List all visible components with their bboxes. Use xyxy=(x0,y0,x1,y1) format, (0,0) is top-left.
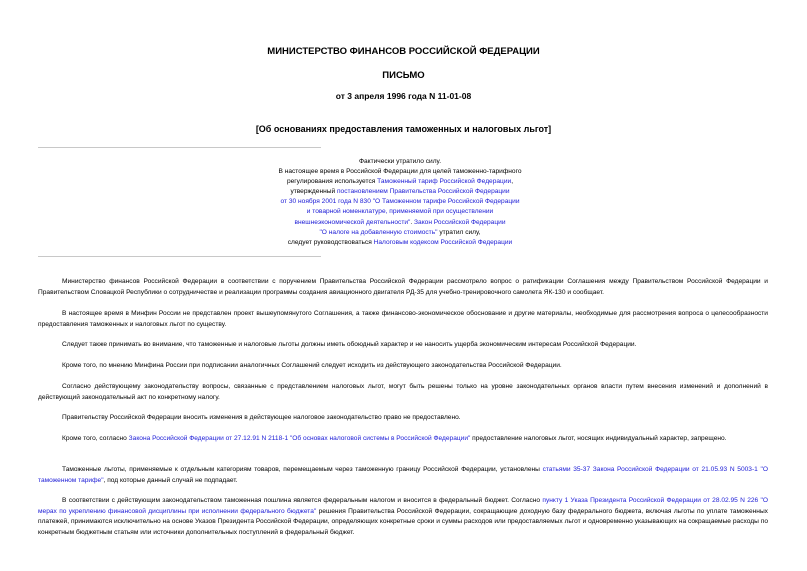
link-decree-830[interactable]: от 30 ноября 2001 года N 830 "О Таможенном тарифе Российской Федерации xyxy=(280,198,520,206)
paragraph-9: В соответствии с действующим законодательством таможенная пошлина является федеральным налогом и вносится в федеральный бюджет. Согласно пункту 1 Указа Президента Российской Федерации от 28.02.95 N 226 "О мерах по укреплению финансовой дисциплины при исполнении федерального бюджета" решения Правительства Российской Федерации, сокращающие доходную базу федерального бюджета, включая льготы по уплате таможенных платежей, принимаются исключительно на основе Указов Президента Российской Федерации, определяющих конкретные сроки и суммы расходов или предоставляемых льгот и одновременно указывающих на сокращаемые расходы по конкретным бюджетным статьям или источники дополнительных поступлений в федеральный бюджет. xyxy=(38,497,769,536)
link-tax-code[interactable]: Налоговым кодексом Российской Федерации xyxy=(373,238,513,246)
link-tax-system-law[interactable]: Закона Российской Федерации от 27.12.91 N 2118-1 "Об основах налоговой системы в Российской Федерации" xyxy=(128,435,471,442)
document-date-number: от 3 апреля 1996 года N 11-01-08 xyxy=(335,91,472,101)
ministry-title: МИНИСТЕРСТВО ФИНАНСОВ РОССИЙСКОЙ ФЕДЕРАЦИИ xyxy=(267,46,540,57)
link-decree-830-end[interactable]: внешнеэкономической деятельности" xyxy=(294,218,411,226)
paragraph-6: Правительству Российской Федерации вносить изменения в действующее налоговое законодательство право не предоставлено. xyxy=(62,414,461,421)
link-decree-830-cont[interactable]: и товарной номенклатуре, применяемой при осуществлении xyxy=(306,208,494,216)
status-note-line xyxy=(200,197,600,207)
document-subject: [Об основаниях предоставления таможенных и налоговых льгот] xyxy=(255,124,552,134)
status-note-line: регулирования используется Таможенный тариф Российской Федерации, xyxy=(286,178,514,186)
link-vat-law[interactable]: "О налоге на добавленную стоимость" xyxy=(319,228,438,236)
status-note-line: внешнеэкономической деятельности". Закон Российской Федерации xyxy=(294,218,506,226)
status-note-line: следует руководствоваться Налоговым кодексом Российской Федерации xyxy=(287,238,513,246)
paragraph-1: Министерство финансов Российской Федерации в соответствии с поручением Правительства Российской Федерации рассмотрело вопрос о ратификации Соглашения между Правительством Российской Федерации и Правительством Словацкой Республики о сотрудничестве и реализации программы создания авиационного двигателя РД-35 для учебно-тренировочного самолета ЯК-130 и сообщает. xyxy=(38,278,768,296)
paragraph-3: Следует также принимать во внимание, что таможенные и налоговые льготы должны иметь обоюдный характер и не наносить ущерба экономическим интересам Российской Федерации. xyxy=(62,341,637,348)
paragraph-5: Согласно действующему законодательству вопросы, связанные с представлением налоговых льгот, могут быть решены только на уровне законодательных органов власти путем внесения изменений и дополнений в действующий законодательный акт по конкретному налогу. xyxy=(38,383,768,401)
link-customs-tariff[interactable]: Таможенный тариф Российской Федерации xyxy=(377,178,512,186)
document-type: ПИСЬМО xyxy=(382,70,425,81)
status-note-line: В настоящее время в Российской Федерации для целей таможенно-тарифного xyxy=(278,168,522,176)
link-customs-tariff-law[interactable]: статьями 35-37 Закона Российской Федерации от 21.05.93 N 5003-1 "О таможенном тарифе" xyxy=(38,466,768,484)
paragraph-2: В настоящее время в Минфин России не представлен проект вышеупомянутого Соглашения, а также финансово-экономическое обоснование и другие материалы, необходимые для рассмотрения вопроса о целесообразности предоставления таможенных и налоговых льгот по существу. xyxy=(38,310,768,328)
link-presidential-decree-226[interactable]: пункту 1 Указа Президента Российской Федерации от 28.02.95 N 226 "О мерах по укреплению финансовой дисциплины при исполнении федерального бюджета" xyxy=(38,497,769,515)
link-government-decree[interactable]: постановлением Правительства Российской Федерации xyxy=(336,188,510,196)
paragraph-4: Кроме того, по мнению Минфина России при подписании аналогичных Соглашений следует исходить из действующего законодательства Российской Федерации. xyxy=(62,362,562,369)
paragraph-7: Кроме того, согласно Закона Российской Федерации от 27.12.91 N 2118-1 "Об основах налоговой системы в Российской Федерации" предоставление налоговых льгот, носящих индивидуальный характер, запрещено. xyxy=(62,435,727,442)
link-federal-law[interactable]: Закон Российской Федерации xyxy=(414,218,506,226)
status-note-line: утвержденный постановлением Правительства Российской Федерации xyxy=(290,188,510,196)
divider-bottom xyxy=(38,256,321,257)
status-note-line xyxy=(200,207,600,217)
divider-top xyxy=(38,147,321,148)
status-note-line: "О налоге на добавленную стоимость" утратил силу, xyxy=(319,228,481,236)
paragraph-8: Таможенные льготы, применяемые к отдельным категориям товаров, перемещаемым через таможенную границу Российской Федерации, установлены статьями 35-37 Закона Российской Федерации от 21.05.93 N 5003-1 "О таможенном тарифе", под которые данный случай не подпадает. xyxy=(38,466,768,484)
status-note xyxy=(200,157,600,248)
status-note-line: Фактически утратило силу. xyxy=(358,158,442,165)
